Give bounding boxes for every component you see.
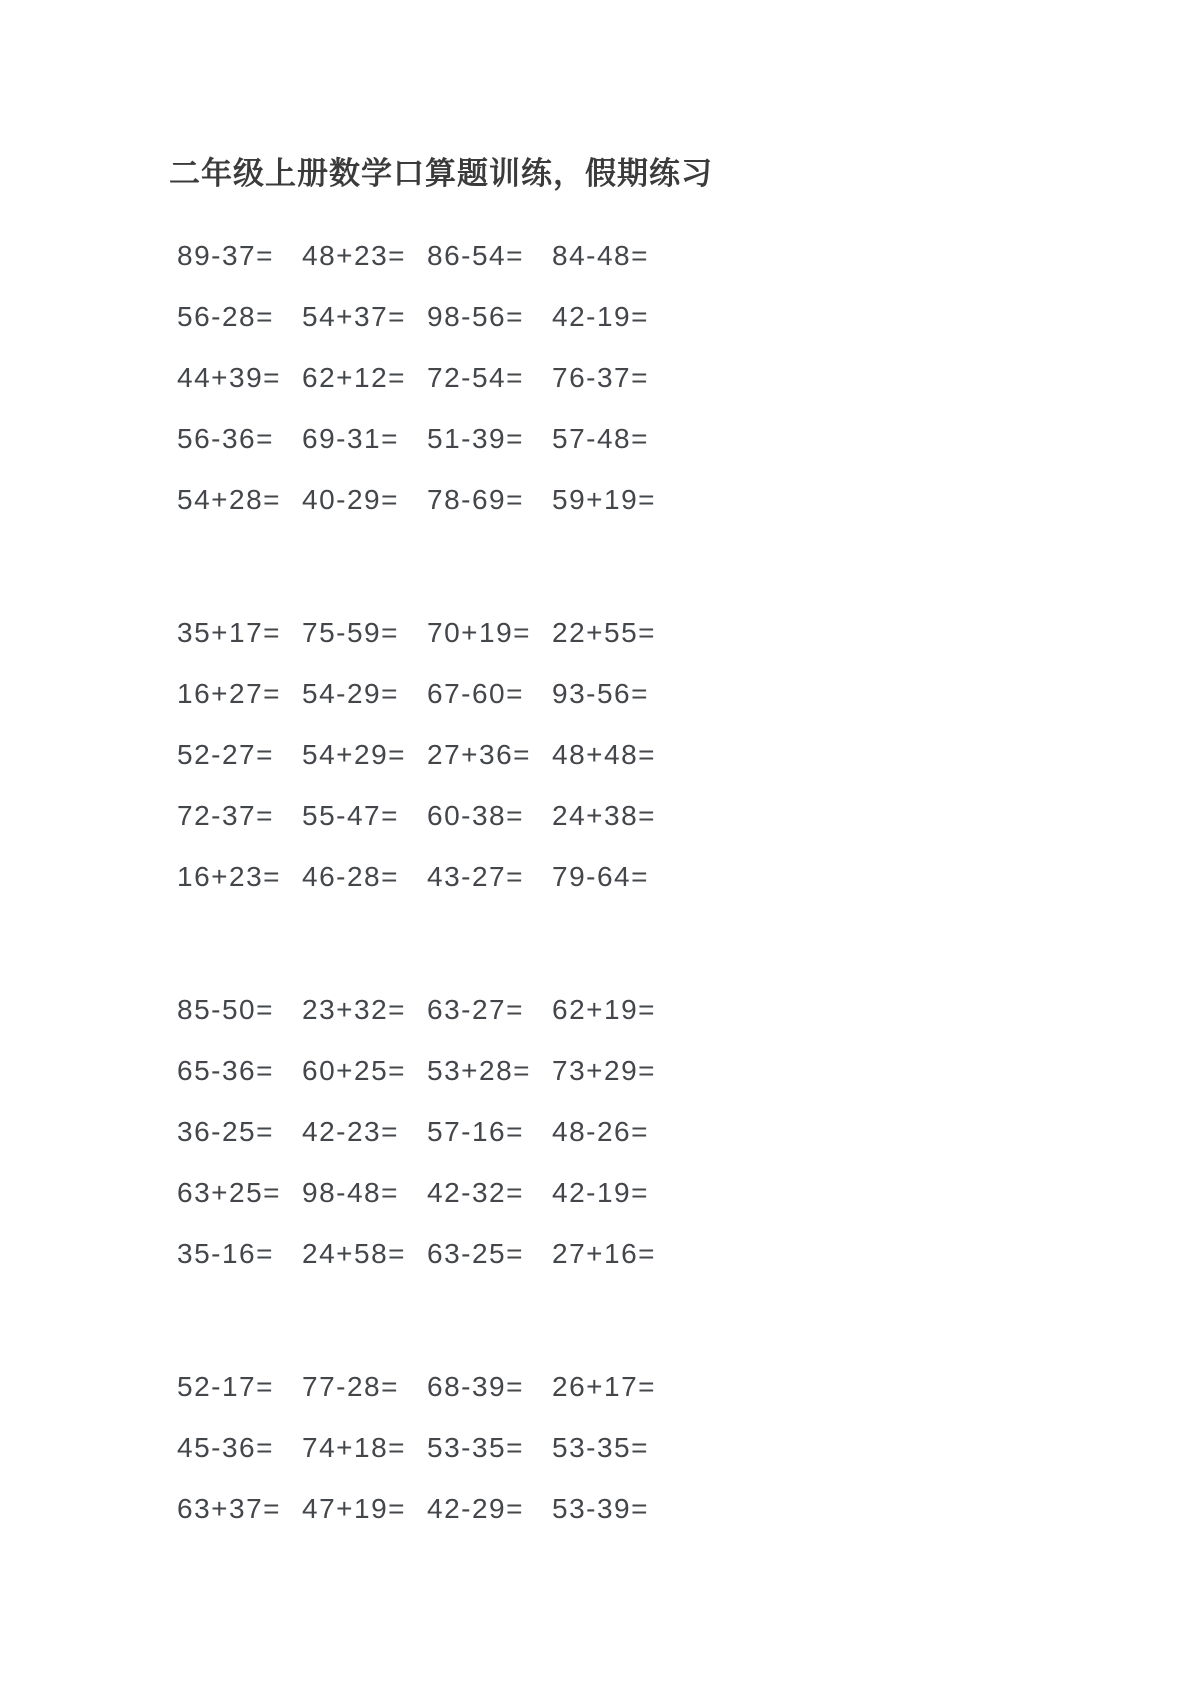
math-problem: 63-25= [427, 1237, 524, 1269]
math-problem: 54+29= [302, 738, 406, 770]
problem-row [169, 846, 1131, 907]
problem-row [169, 602, 1131, 663]
math-problem: 78-69= [427, 483, 524, 515]
math-problem: 53+28= [427, 1054, 531, 1086]
problem-row [169, 225, 1131, 286]
math-problem: 35+17= [177, 616, 281, 648]
problems-area [169, 225, 1131, 1539]
math-problem: 98-56= [427, 300, 524, 332]
math-problem: 67-60= [427, 677, 524, 709]
math-problem: 53-39= [552, 1492, 649, 1524]
math-problem: 98-48= [302, 1176, 399, 1208]
math-problem: 48+48= [552, 738, 656, 770]
page-title: 二年级上册数学口算题训练，假期练习 [169, 156, 713, 191]
problem-row [169, 663, 1131, 724]
math-problem: 56-36= [177, 422, 274, 454]
math-problem: 60+25= [302, 1054, 406, 1086]
math-problem: 42-23= [302, 1115, 399, 1147]
math-problem: 55-47= [302, 799, 399, 831]
math-problem: 93-56= [552, 677, 649, 709]
math-problem: 53-35= [552, 1431, 649, 1463]
problem-row [169, 408, 1131, 469]
math-problem: 53-35= [427, 1431, 524, 1463]
problem-row [169, 785, 1131, 846]
problem-row [169, 1162, 1131, 1223]
math-problem: 68-39= [427, 1370, 524, 1402]
math-problem: 16+23= [177, 860, 281, 892]
problem-row [169, 1101, 1131, 1162]
math-problem: 84-48= [552, 239, 649, 271]
math-problem: 48-26= [552, 1115, 649, 1147]
math-problem: 89-37= [177, 239, 274, 271]
problem-row [169, 347, 1131, 408]
problem-group [169, 225, 1131, 530]
math-problem: 65-36= [177, 1054, 274, 1086]
math-problem: 27+16= [552, 1237, 656, 1269]
math-problem: 76-37= [552, 361, 649, 393]
math-problem: 44+39= [177, 361, 281, 393]
math-problem: 52-27= [177, 738, 274, 770]
math-problem: 26+17= [552, 1370, 656, 1402]
math-problem: 35-16= [177, 1237, 274, 1269]
math-problem: 72-37= [177, 799, 274, 831]
problem-row [169, 1417, 1131, 1478]
math-problem: 77-28= [302, 1370, 399, 1402]
math-problem: 73+29= [552, 1054, 656, 1086]
math-problem: 74+18= [302, 1431, 406, 1463]
problem-row [169, 724, 1131, 785]
math-problem: 22+55= [552, 616, 656, 648]
problem-row [169, 1223, 1131, 1284]
math-problem: 42-19= [552, 300, 649, 332]
math-problem: 69-31= [302, 422, 399, 454]
math-problem: 24+58= [302, 1237, 406, 1269]
math-problem: 16+27= [177, 677, 281, 709]
math-problem: 57-16= [427, 1115, 524, 1147]
math-problem: 54+37= [302, 300, 406, 332]
math-problem: 79-64= [552, 860, 649, 892]
problem-group [169, 1356, 1131, 1539]
math-problem: 57-48= [552, 422, 649, 454]
problem-row [169, 1356, 1131, 1417]
math-problem: 62+19= [552, 993, 656, 1025]
math-problem: 42-32= [427, 1176, 524, 1208]
math-problem: 75-59= [302, 616, 399, 648]
math-problem: 63+37= [177, 1492, 281, 1524]
math-problem: 42-19= [552, 1176, 649, 1208]
math-problem: 36-25= [177, 1115, 274, 1147]
math-problem: 47+19= [302, 1492, 406, 1524]
math-problem: 70+19= [427, 616, 531, 648]
math-problem: 46-28= [302, 860, 399, 892]
math-problem: 42-29= [427, 1492, 524, 1524]
math-problem: 51-39= [427, 422, 524, 454]
math-problem: 56-28= [177, 300, 274, 332]
math-problem: 45-36= [177, 1431, 274, 1463]
math-problem: 24+38= [552, 799, 656, 831]
math-problem: 54+28= [177, 483, 281, 515]
problem-row [169, 979, 1131, 1040]
math-problem: 27+36= [427, 738, 531, 770]
math-problem: 72-54= [427, 361, 524, 393]
math-problem: 62+12= [302, 361, 406, 393]
problem-group [169, 602, 1131, 907]
math-problem: 43-27= [427, 860, 524, 892]
math-problem: 60-38= [427, 799, 524, 831]
math-problem: 54-29= [302, 677, 399, 709]
math-problem: 52-17= [177, 1370, 274, 1402]
math-problem: 40-29= [302, 483, 399, 515]
problem-group [169, 979, 1131, 1284]
math-problem: 63+25= [177, 1176, 281, 1208]
math-problem: 63-27= [427, 993, 524, 1025]
math-problem: 86-54= [427, 239, 524, 271]
problem-row [169, 469, 1131, 530]
math-problem: 48+23= [302, 239, 406, 271]
problem-row [169, 1478, 1131, 1539]
problem-row [169, 1040, 1131, 1101]
problem-row [169, 286, 1131, 347]
math-problem: 85-50= [177, 993, 274, 1025]
math-problem: 59+19= [552, 483, 656, 515]
math-problem: 23+32= [302, 993, 406, 1025]
